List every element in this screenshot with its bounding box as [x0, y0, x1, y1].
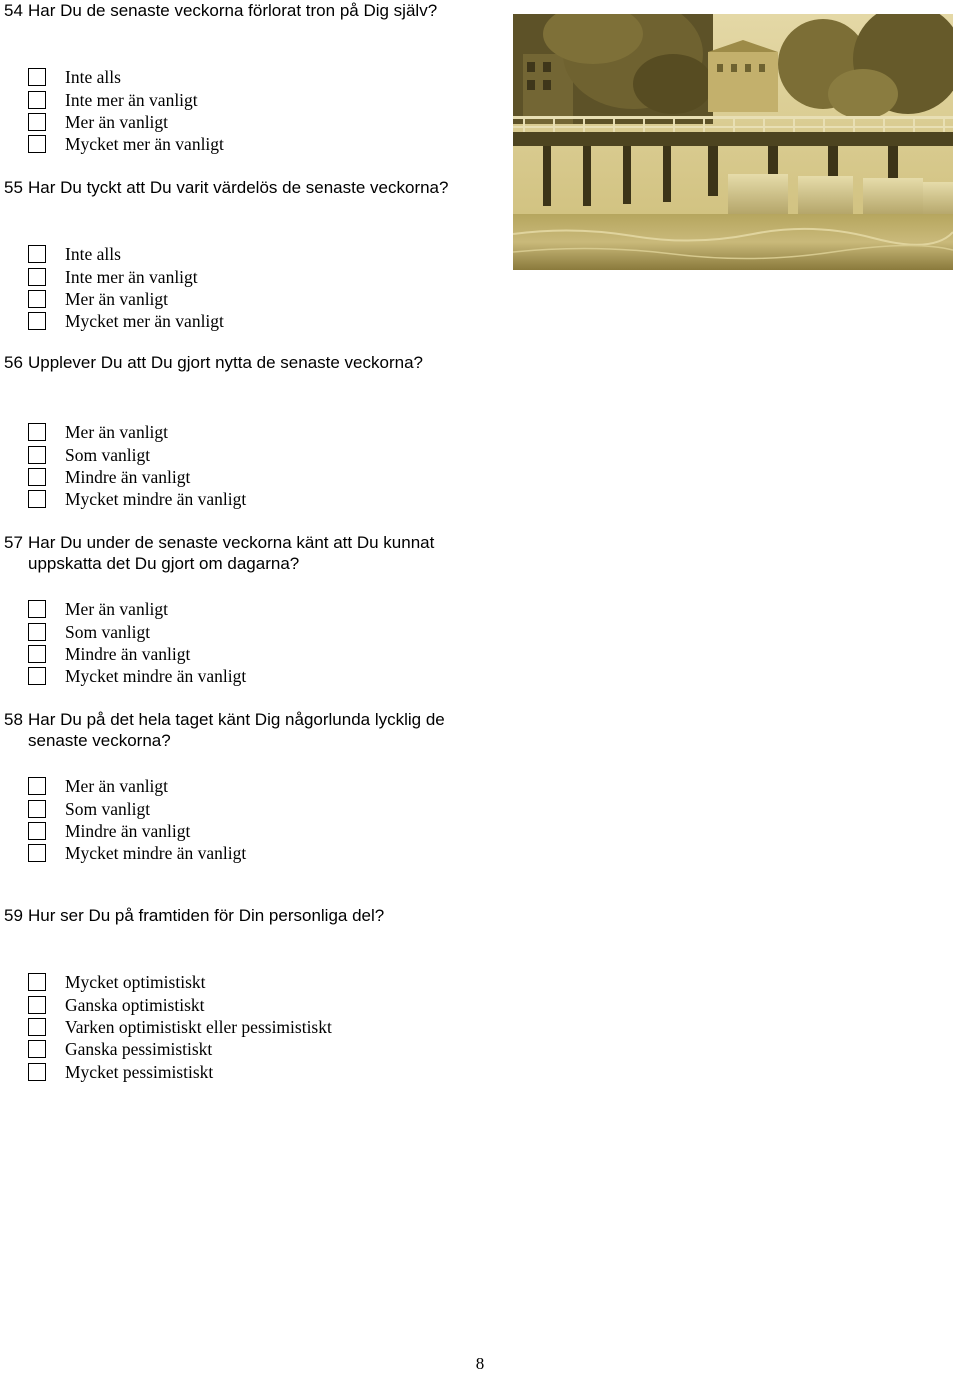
- question-title: [4, 532, 474, 574]
- option-label: Mycket mer än vanligt: [65, 311, 224, 332]
- option-som-vanligt[interactable]: [28, 620, 246, 642]
- option-mycket-mer-an-vanligt[interactable]: [28, 133, 224, 155]
- option-label: Som vanligt: [65, 621, 151, 642]
- option-list: [28, 243, 224, 333]
- option-label: Ganska pessimistiskt: [65, 1039, 213, 1060]
- option-label: Varken optimistiskt eller pessimistiskt: [65, 1016, 332, 1037]
- question-number: 54: [4, 1, 23, 20]
- option-ganska-optimistiskt[interactable]: [28, 993, 332, 1015]
- question-title: [4, 709, 474, 751]
- checkbox[interactable]: [28, 91, 46, 109]
- option-label: Mycket mindre än vanligt: [65, 843, 247, 864]
- checkbox[interactable]: [28, 844, 46, 862]
- option-mindre-an-vanligt[interactable]: [28, 466, 246, 488]
- option-label: Mer än vanligt: [65, 776, 169, 797]
- question-number: 59: [4, 906, 23, 925]
- question-text: Har Du tyckt att Du varit värdelös de senaste veckorna?: [28, 178, 449, 197]
- page-number: 8: [475, 1354, 485, 1373]
- option-mer-an-vanligt[interactable]: [28, 598, 246, 620]
- option-mycket-mindre-an-vanligt[interactable]: [28, 665, 246, 687]
- option-label: Mindre än vanligt: [65, 466, 191, 487]
- checkbox[interactable]: [28, 822, 46, 840]
- checkbox[interactable]: [28, 468, 46, 486]
- option-label: Mer än vanligt: [65, 599, 169, 620]
- option-label: Inte mer än vanligt: [65, 266, 198, 287]
- option-label: Mindre än vanligt: [65, 820, 191, 841]
- option-mycket-mindre-an-vanligt[interactable]: [28, 842, 246, 864]
- option-label: Mycket mindre än vanligt: [65, 666, 247, 687]
- question-56: [4, 352, 474, 510]
- checkbox[interactable]: [28, 490, 46, 508]
- option-mer-an-vanligt[interactable]: [28, 421, 246, 443]
- checkbox[interactable]: [28, 113, 46, 131]
- question-54: [4, 0, 474, 155]
- option-som-vanligt[interactable]: [28, 797, 246, 819]
- question-number: 58: [4, 710, 23, 729]
- option-mycket-mer-an-vanligt[interactable]: [28, 310, 224, 332]
- checkbox[interactable]: [28, 446, 46, 464]
- option-inte-alls[interactable]: [28, 243, 224, 265]
- checkbox[interactable]: [28, 600, 46, 618]
- option-mer-an-vanligt[interactable]: [28, 288, 224, 310]
- question-text: Upplever Du att Du gjort nytta de senaste veckorna?: [28, 353, 423, 372]
- question-title: [4, 352, 474, 373]
- question-text: Hur ser Du på framtiden för Din personliga del?: [28, 906, 385, 925]
- option-mycket-optimistiskt[interactable]: [28, 971, 332, 993]
- option-label: Mycket pessimistiskt: [65, 1061, 214, 1082]
- option-label: Mindre än vanligt: [65, 643, 191, 664]
- option-label: Mycket mer än vanligt: [65, 134, 224, 155]
- checkbox[interactable]: [28, 667, 46, 685]
- question-number: 57: [4, 533, 23, 552]
- checkbox[interactable]: [28, 268, 46, 286]
- option-label: Som vanligt: [65, 798, 151, 819]
- option-inte-mer-an-vanligt[interactable]: [28, 265, 224, 287]
- checkbox[interactable]: [28, 68, 46, 86]
- checkbox[interactable]: [28, 290, 46, 308]
- question-59: [4, 905, 474, 1082]
- option-varken-optimistiskt-eller-pessimistiskt[interactable]: [28, 1016, 332, 1038]
- checkbox[interactable]: [28, 135, 46, 153]
- checkbox[interactable]: [28, 1018, 46, 1036]
- question-text: Har Du de senaste veckorna förlorat tron på Dig själv?: [28, 1, 438, 20]
- option-label: Mycket optimistiskt: [65, 972, 206, 993]
- option-inte-alls[interactable]: [28, 66, 224, 88]
- option-mer-an-vanligt[interactable]: [28, 111, 224, 133]
- checkbox[interactable]: [28, 423, 46, 441]
- option-list: [28, 598, 246, 688]
- option-label: Mer än vanligt: [65, 422, 169, 443]
- checkbox[interactable]: [28, 1063, 46, 1081]
- option-label: Som vanligt: [65, 444, 151, 465]
- question-text: Har Du under de senaste veckorna känt att Du kunnat uppskatta det Du gjort om dagarna?: [28, 533, 435, 573]
- weir-bridge-photo: [513, 14, 953, 270]
- checkbox[interactable]: [28, 973, 46, 991]
- checkbox[interactable]: [28, 623, 46, 641]
- option-som-vanligt[interactable]: [28, 443, 246, 465]
- option-label: Inte alls: [65, 67, 121, 88]
- option-label: Inte alls: [65, 244, 121, 265]
- checkbox[interactable]: [28, 800, 46, 818]
- option-label: Mer än vanligt: [65, 288, 169, 309]
- question-58: [4, 709, 474, 864]
- question-55: [4, 177, 474, 332]
- checkbox[interactable]: [28, 996, 46, 1014]
- question-title: [4, 177, 474, 198]
- option-mindre-an-vanligt[interactable]: [28, 643, 246, 665]
- option-mer-an-vanligt[interactable]: [28, 775, 246, 797]
- question-text: Har Du på det hela taget känt Dig någorlunda lycklig de senaste veckorna?: [28, 710, 445, 750]
- option-inte-mer-an-vanligt[interactable]: [28, 88, 224, 110]
- option-label: Inte mer än vanligt: [65, 89, 198, 110]
- question-title: [4, 905, 474, 926]
- checkbox[interactable]: [28, 312, 46, 330]
- option-list: [28, 66, 224, 156]
- checkbox[interactable]: [28, 645, 46, 663]
- option-list: [28, 775, 246, 865]
- question-57: [4, 532, 474, 687]
- option-ganska-pessimistiskt[interactable]: [28, 1038, 332, 1060]
- checkbox[interactable]: [28, 245, 46, 263]
- question-title: [4, 0, 474, 21]
- option-label: Mycket mindre än vanligt: [65, 489, 247, 510]
- option-list: [28, 421, 246, 511]
- question-number: 56: [4, 353, 23, 372]
- checkbox[interactable]: [28, 777, 46, 795]
- option-mycket-mindre-an-vanligt[interactable]: [28, 488, 246, 510]
- option-list: [28, 971, 332, 1083]
- option-mycket-pessimistiskt[interactable]: [28, 1061, 332, 1083]
- checkbox[interactable]: [28, 1040, 46, 1058]
- option-label: Ganska optimistiskt: [65, 994, 205, 1015]
- option-label: Mer än vanligt: [65, 111, 169, 132]
- question-number: 55: [4, 178, 23, 197]
- option-mindre-an-vanligt[interactable]: [28, 820, 246, 842]
